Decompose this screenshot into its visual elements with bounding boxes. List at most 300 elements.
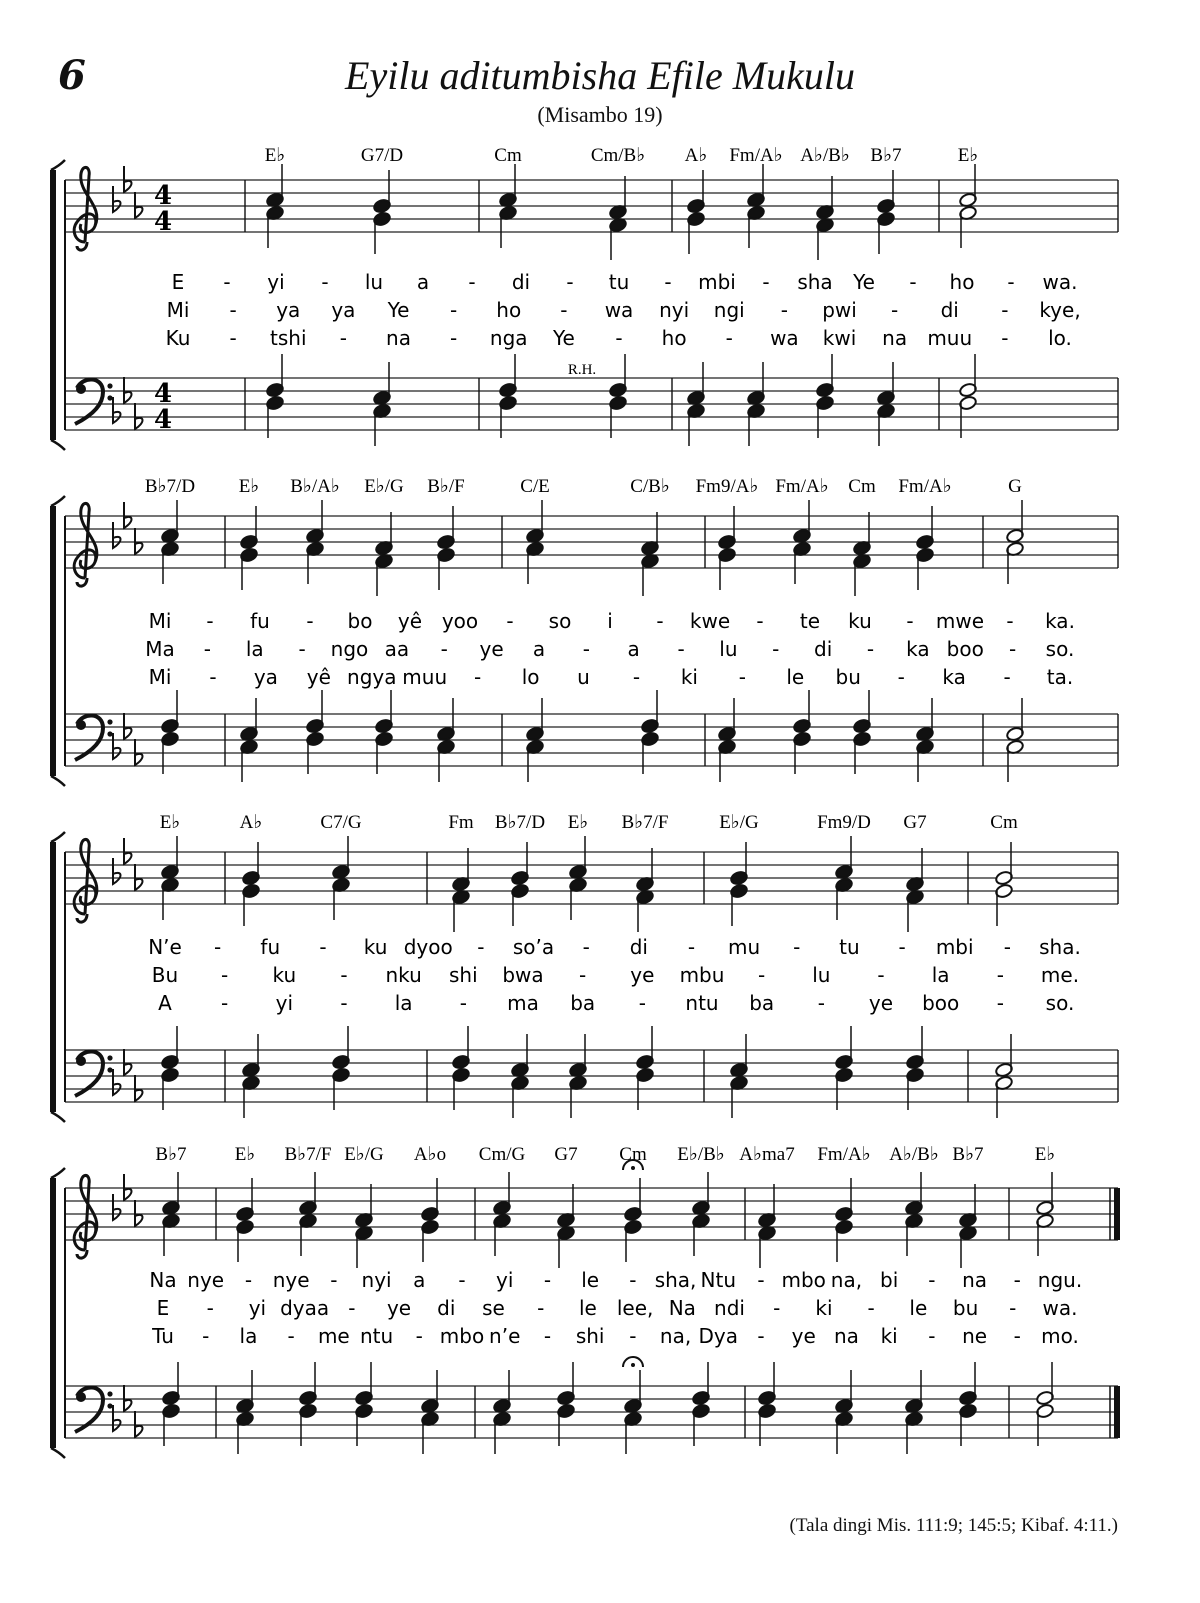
lyric-hyphen: - [330, 1268, 338, 1292]
lyric-syllable: ku [272, 963, 297, 987]
lyric-syllable: Dya [698, 1324, 739, 1348]
chord-symbol: E♭ [234, 1144, 256, 1165]
lyric-syllable: pwi [822, 298, 857, 322]
time-signature-bottom: 4 [153, 405, 173, 435]
chord-symbol: E♭ [238, 476, 260, 497]
lyric-syllable: ka [906, 637, 930, 661]
lyric-hyphen: - [638, 991, 646, 1015]
lyric-hyphen: - [450, 326, 458, 350]
lyric-syllable: E [156, 1296, 170, 1320]
system-3 [51, 812, 1118, 1122]
lyric-syllable: yi [496, 1268, 514, 1292]
chord-symbol: Fm/A♭ [775, 476, 829, 497]
lyric-syllable: Ye [387, 298, 410, 322]
lyric-hyphen: - [582, 637, 590, 661]
lyric-hyphen: - [677, 637, 685, 661]
lyric-syllable: muu [927, 326, 973, 350]
lyric-syllable: lo. [1048, 326, 1072, 350]
lyric-syllable: yi [248, 1296, 267, 1320]
hymn-number: 6 [58, 52, 86, 99]
chord-symbol: Cm/B♭ [590, 145, 646, 166]
lyric-syllable: Ye [853, 270, 875, 294]
lyric-syllable: nyi [659, 298, 690, 322]
bass-clef-dot [107, 1403, 112, 1408]
lyric-syllable: la [239, 1324, 258, 1348]
lyric-syllable: lu [719, 637, 738, 661]
chord-symbol: Fm9/A♭ [695, 476, 759, 497]
chord-symbol: B♭7/D [494, 812, 546, 833]
lyric-syllable: Ku [165, 326, 191, 350]
bracket-hook [51, 440, 65, 450]
lyric-hyphen: - [629, 1324, 637, 1348]
hymn-subtitle: (Misambo 19) [537, 102, 663, 127]
lyric-syllable: sha [797, 270, 833, 294]
lyric-syllable: mbu [679, 963, 725, 987]
lyric-hyphen: - [477, 935, 485, 959]
lyric-hyphen: - [1013, 1268, 1021, 1292]
lyric-syllable: tshi [270, 326, 307, 350]
lyric-hyphen: - [1007, 270, 1015, 294]
lyric-syllable: wa [604, 298, 634, 322]
lyric-hyphen: - [468, 270, 476, 294]
lyric-hyphen: - [996, 963, 1004, 987]
lyric-syllable: boo [946, 637, 984, 661]
chord-symbol: Fm9/D [817, 812, 871, 833]
lyric-syllable: ntu [359, 1324, 394, 1348]
lyric-hyphen: - [579, 963, 587, 987]
lyric-syllable: le [909, 1296, 928, 1320]
lyric-syllable: Mi [166, 298, 190, 322]
lyric-syllable: E [171, 270, 185, 294]
lyric-hyphen: - [321, 270, 329, 294]
lyric-hyphen: - [340, 991, 348, 1015]
lyric-syllable: ba [570, 991, 596, 1015]
bracket-hook [51, 776, 65, 786]
chord-symbol: Cm [494, 145, 522, 166]
lyric-hyphen: - [1001, 298, 1009, 322]
lyric-syllable: bo [347, 609, 373, 633]
lyric-hyphen: - [780, 298, 788, 322]
lyric-hyphen: - [1006, 609, 1014, 633]
lyric-syllable: yoo [441, 609, 479, 633]
lyric-syllable: wa. [1042, 270, 1078, 294]
flat-icon [135, 403, 143, 429]
lyric-syllable: ho [496, 298, 522, 322]
chord-symbol: B♭7 [870, 145, 902, 166]
lyric-hyphen: - [450, 298, 458, 322]
lyric-syllable: dyoo [403, 935, 453, 959]
chord-symbol: A♭ [239, 812, 263, 833]
lyric-syllable: bu [952, 1296, 979, 1320]
chord-symbol: Cm/G [478, 1144, 526, 1165]
chord-symbol: Fm/A♭ [817, 1144, 871, 1165]
lyric-hyphen: - [758, 963, 766, 987]
time-signature-top: 4 [153, 379, 173, 409]
lyric-syllable: ki [815, 1296, 833, 1320]
chord-symbol: E♭ [264, 145, 286, 166]
lyric-hyphen: - [202, 1324, 210, 1348]
scripture-reference: (Tala dingi Mis. 111:9; 145:5; Kibaf. 4:11.) [789, 1515, 1118, 1536]
lyric-hyphen: - [1003, 665, 1011, 689]
rh-annotation: R.H. [567, 362, 597, 378]
flat-icon [113, 1069, 121, 1095]
lyric-syllable: ye [791, 1324, 816, 1348]
lyric-syllable: ya [276, 298, 301, 322]
lyric-hyphen: - [1003, 935, 1011, 959]
chord-symbol: E♭ [567, 812, 589, 833]
lyric-syllable: bwa [502, 963, 544, 987]
bass-clef-dot [107, 731, 112, 736]
lyric-syllable: ka [942, 665, 966, 689]
lyric-hyphen: - [506, 609, 514, 633]
bass-clef-dot [107, 1391, 112, 1396]
lyric-syllable: Bu [151, 963, 179, 987]
lyric-syllable: mbi [935, 935, 974, 959]
lyric-hyphen: - [206, 1296, 214, 1320]
lyric-hyphen: - [906, 609, 914, 633]
lyric-syllable: muu [402, 665, 448, 689]
lyric-hyphen: - [229, 298, 237, 322]
chord-symbol: B♭7 [952, 1144, 984, 1165]
flat-icon [124, 502, 132, 528]
chord-symbol: B♭7/F [621, 812, 669, 833]
lyric-syllable: ngya [347, 665, 397, 689]
lyric-syllable: mwe [935, 609, 985, 633]
lyric-hyphen: - [909, 270, 917, 294]
chord-symbol: C7/G [320, 812, 362, 833]
lyric-hyphen: - [1009, 637, 1017, 661]
lyric-syllable: A [158, 991, 172, 1015]
lyric-syllable: a [413, 1268, 426, 1292]
lyric-hyphen: - [1009, 1296, 1017, 1320]
lyric-hyphen: - [877, 963, 885, 987]
lyric-hyphen: - [582, 935, 590, 959]
lyric-syllable: wa. [1042, 1296, 1078, 1320]
lyric-syllable: me [317, 1324, 350, 1348]
lyric-hyphen: - [773, 1296, 781, 1320]
lyric-syllable: lu [364, 270, 384, 294]
lyric-syllable: la [931, 963, 950, 987]
lyric-syllable: mbo [439, 1324, 485, 1348]
chord-symbol: E♭/G [344, 1144, 384, 1165]
lyric-syllable: ntu [685, 991, 719, 1015]
lyric-hyphen: - [306, 609, 314, 633]
lyric-hyphen: - [629, 1268, 637, 1292]
lyric-hyphen: - [566, 270, 574, 294]
lyric-syllable: Mi [148, 665, 172, 689]
lyric-syllable: i [607, 609, 613, 633]
lyric-hyphen: - [543, 1268, 552, 1292]
lyric-syllable: ho [661, 326, 687, 350]
lyric-syllable: Mi [148, 609, 172, 633]
chord-symbol: C/B♭ [630, 476, 670, 497]
lyric-syllable: fu [260, 935, 281, 959]
lyric-syllable: na [882, 326, 908, 350]
lyric-hyphen: - [340, 963, 348, 987]
lyric-hyphen: - [415, 1324, 423, 1348]
lyric-hyphen: - [738, 665, 746, 689]
lyric-syllable: kwi [822, 326, 857, 350]
bracket-hook [51, 832, 65, 842]
lyric-syllable: ku [363, 935, 388, 959]
lyric-syllable: n’e [489, 1324, 521, 1348]
lyric-hyphen: - [756, 609, 764, 633]
chord-symbol: B♭7/F [284, 1144, 332, 1165]
lyric-syllable: tu [608, 270, 630, 294]
lyric-syllable: na, [830, 1268, 863, 1292]
lyric-syllable: shi [575, 1324, 605, 1348]
lyric-hyphen: - [867, 1296, 875, 1320]
lyric-hyphen: - [891, 298, 899, 322]
lyric-syllable: ngu. [1037, 1268, 1083, 1292]
chord-symbol: A♭o [413, 1144, 447, 1165]
lyric-syllable: kwe [689, 609, 731, 633]
lyric-hyphen: - [537, 1296, 545, 1320]
chord-symbol: E♭/B♭ [677, 1144, 725, 1165]
lyric-hyphen: - [757, 1324, 765, 1348]
lyric-syllable: Ntu [700, 1268, 737, 1292]
chord-symbol: G7 [554, 1144, 578, 1165]
lyric-syllable: nye [272, 1268, 310, 1292]
lyric-syllable: me. [1040, 963, 1080, 987]
flat-icon [113, 1194, 121, 1220]
lyric-syllable: na [386, 326, 411, 350]
flat-icon [135, 739, 143, 765]
lyric-syllable: bi [880, 1268, 899, 1292]
lyric-syllable: fu [250, 609, 270, 633]
lyric-hyphen: - [772, 637, 780, 661]
lyric-syllable: ne [962, 1324, 988, 1348]
lyric-syllable: le [581, 1268, 600, 1292]
chord-symbol: Fm/A♭ [898, 476, 952, 497]
time-signature-bottom: 4 [153, 207, 173, 237]
lyric-syllable: yi [267, 270, 285, 294]
lyric-syllable: Na [149, 1268, 177, 1292]
lyric-syllable: se [482, 1296, 505, 1320]
lyric-syllable: na [962, 1268, 988, 1292]
lyric-hyphen: - [996, 991, 1004, 1015]
chord-symbol: Cm [619, 1144, 647, 1165]
system-2 [51, 476, 1118, 786]
bass-clef-dot [76, 1392, 86, 1402]
lyric-hyphen: - [632, 665, 641, 689]
lyric-hyphen: - [209, 665, 217, 689]
flat-icon [113, 397, 121, 423]
lyric-hyphen: - [474, 665, 482, 689]
lyric-syllable: u [577, 665, 590, 689]
lyric-syllable: sha. [1039, 935, 1081, 959]
bass-clef-dot [76, 384, 86, 394]
lyric-syllable: bu [835, 665, 861, 689]
chord-symbol: Cm [990, 812, 1018, 833]
lyric-hyphen: - [1001, 326, 1009, 350]
lyric-hyphen: - [221, 991, 229, 1015]
bass-clef-dot [107, 1067, 112, 1072]
chord-symbol: B♭7/D [144, 476, 196, 497]
flat-icon [135, 1075, 143, 1101]
lyric-syllable: tu [839, 935, 860, 959]
lyric-syllable: sha, [654, 1268, 697, 1292]
lyric-syllable: ki [680, 665, 698, 689]
lyric-syllable: ngo [330, 637, 369, 661]
chord-symbol: Fm/A♭ [729, 145, 783, 166]
lyric-syllable: ye [868, 991, 894, 1015]
lyric-syllable: N’e [148, 935, 182, 959]
lyric-hyphen: - [298, 637, 306, 661]
lyric-syllable: ki [880, 1324, 898, 1348]
lyric-syllable: boo [922, 991, 960, 1015]
lyric-hyphen: - [664, 270, 672, 294]
flat-icon [135, 864, 143, 890]
lyric-syllable: di [511, 270, 531, 294]
lyric-syllable: so’a [512, 935, 555, 959]
flat-icon [124, 1174, 132, 1200]
lyric-syllable: wa [770, 326, 799, 350]
time-signature-top: 4 [153, 181, 173, 211]
lyric-hyphen: - [725, 326, 733, 350]
flat-icon [135, 1200, 143, 1226]
lyric-syllable: di [940, 298, 959, 322]
chord-symbol: B♭7 [155, 1144, 187, 1165]
lyric-syllable: ye [630, 963, 655, 987]
flat-icon [124, 838, 132, 864]
lyric-syllable: ya [331, 298, 356, 322]
lyric-syllable: ye [479, 637, 504, 661]
lyric-syllable: ma [507, 991, 539, 1015]
lyric-syllable: nyi [361, 1268, 392, 1292]
lyric-hyphen: - [459, 991, 467, 1015]
flat-icon [135, 528, 143, 554]
lyric-hyphen: - [762, 270, 770, 294]
lyric-syllable: yi [275, 991, 294, 1015]
lyric-hyphen: - [656, 609, 664, 633]
fermata-dot [631, 1166, 635, 1170]
chord-symbol: B♭/A♭ [290, 476, 340, 497]
lyric-syllable: a [416, 270, 430, 294]
chord-symbol: Fm [448, 812, 474, 833]
lyric-hyphen: - [287, 1324, 295, 1348]
bass-clef-dot [76, 1056, 86, 1066]
lyric-hyphen: - [817, 991, 825, 1015]
chord-symbol: A♭/B♭ [800, 145, 850, 166]
chord-symbol: E♭/G [719, 812, 759, 833]
flat-icon [135, 1411, 143, 1437]
flat-icon [113, 733, 121, 759]
lyric-syllable: lu [812, 963, 831, 987]
lyric-hyphen: - [928, 1324, 936, 1348]
lyric-syllable: ndi [714, 1296, 745, 1320]
bass-clef-dot [107, 719, 112, 724]
lyric-hyphen: - [339, 326, 347, 350]
flat-icon [124, 166, 132, 192]
bracket-hook [51, 496, 65, 506]
flat-icon [124, 713, 132, 739]
lyric-syllable: te [799, 609, 821, 633]
chord-symbol: E♭ [159, 812, 181, 833]
lyric-syllable: ku [848, 609, 872, 633]
lyric-syllable: yê [397, 609, 423, 633]
lyric-hyphen: - [615, 326, 623, 350]
flat-icon [113, 186, 121, 212]
lyric-syllable: a [627, 637, 640, 661]
lyric-hyphen: - [793, 935, 801, 959]
lyric-hyphen: - [440, 637, 448, 661]
flat-icon [124, 1049, 132, 1075]
chord-symbol: E♭ [957, 145, 979, 166]
lyric-hyphen: - [897, 665, 905, 689]
lyric-syllable: ya [253, 665, 278, 689]
lyric-syllable: nye [187, 1268, 225, 1292]
lyric-syllable: le [578, 1296, 597, 1320]
lyric-hyphen: - [203, 637, 211, 661]
bracket-hook [51, 1112, 65, 1122]
chord-symbol: G7 [903, 812, 927, 833]
lyric-syllable: le [786, 665, 805, 689]
lyric-hyphen: - [244, 1268, 253, 1292]
chord-symbol: A♭/B♭ [889, 1144, 939, 1165]
lyric-hyphen: - [866, 637, 875, 661]
lyric-hyphen: - [223, 270, 231, 294]
lyric-syllable: mbo [781, 1268, 826, 1292]
lyric-syllable: di [629, 935, 648, 959]
bass-clef-dot [76, 720, 86, 730]
lyric-syllable: Tu [152, 1324, 174, 1348]
chord-symbol: B♭/F [427, 476, 465, 497]
lyric-hyphen: - [458, 1268, 466, 1292]
lyric-hyphen: - [206, 609, 214, 633]
lyric-syllable: aa [384, 637, 410, 661]
chord-symbol: A♭ [684, 145, 708, 166]
lyric-syllable: kye, [1039, 298, 1081, 322]
lyric-hyphen: - [348, 1296, 356, 1320]
lyric-hyphen: - [1013, 1324, 1021, 1348]
chord-symbol: E♭/G [364, 476, 404, 497]
chord-symbol: C/E [520, 476, 550, 497]
lyric-syllable: Na [668, 1296, 696, 1320]
bracket-hook [51, 160, 65, 170]
system-4 [51, 1144, 1118, 1458]
lyric-hyphen: - [229, 326, 237, 350]
lyric-syllable: shi [449, 963, 478, 987]
lyric-hyphen: - [687, 935, 696, 959]
lyric-hyphen: - [928, 1268, 936, 1292]
lyric-syllable: mbi [698, 270, 736, 294]
lyric-syllable: so [548, 609, 572, 633]
flat-icon [113, 522, 121, 548]
lyric-hyphen: - [543, 1324, 552, 1348]
lyric-hyphen: - [221, 963, 229, 987]
lyric-hyphen: - [757, 1268, 765, 1292]
lyric-syllable: so. [1045, 637, 1075, 661]
lyric-hyphen: - [214, 935, 222, 959]
lyric-syllable: na [833, 1324, 859, 1348]
chord-symbol: A♭ma7 [739, 1144, 795, 1165]
lyric-syllable: ye [386, 1296, 412, 1320]
bracket-hook [51, 1168, 65, 1178]
bracket-hook [51, 1448, 65, 1458]
lyric-syllable: mo. [1041, 1324, 1079, 1348]
lyric-syllable: yê [306, 665, 331, 689]
lyric-syllable: mu [728, 935, 761, 959]
lyric-syllable: ngi [713, 298, 745, 322]
flat-icon [113, 1405, 121, 1431]
lyric-syllable: di [437, 1296, 456, 1320]
lyric-syllable: la [245, 637, 264, 661]
lyric-syllable: so. [1045, 991, 1075, 1015]
flat-icon [124, 1385, 132, 1411]
lyric-syllable: na, [659, 1324, 692, 1348]
lyric-syllable: di [814, 637, 833, 661]
